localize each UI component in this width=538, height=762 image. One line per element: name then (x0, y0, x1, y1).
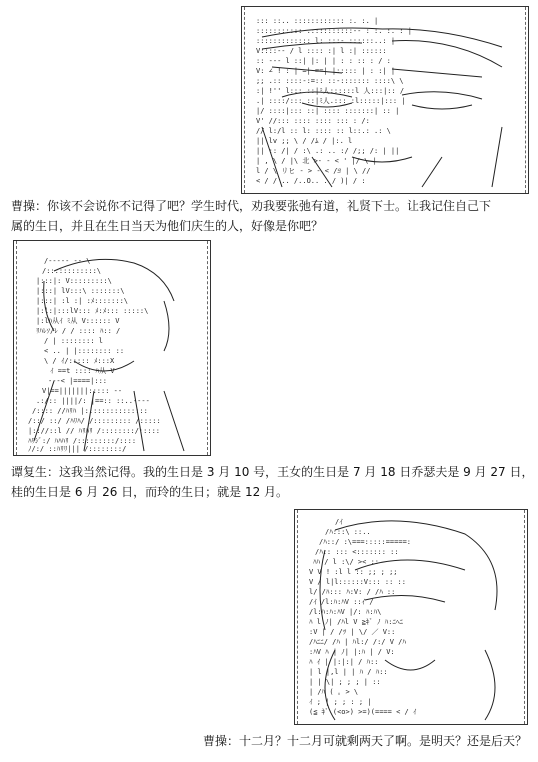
svg-text:< / / .. /..O.. . / )|: < / / .. /..O.. . / )| / : (256, 177, 366, 185)
svg-text:| , \ / |\ 北 >- - < ' |: | , \ / |\ 北 >- - < ' |/ \ | (256, 157, 377, 165)
svg-text:ﾉ/:/ ::ﾊﾘﾘ||| /::::::::/: ﾉ/:/ ::ﾊﾘﾘ||| /::::::::/ (28, 445, 127, 453)
ascii-art-figure-hooded (295, 510, 527, 724)
svg-text:V / l|l::::::V::: :: ::: V / l|l::::::V::: :: :: (309, 578, 406, 586)
svg-text:V::::-- / l :::: :| l :|: V::::-- / l :::: :| l :| :::::: (256, 47, 387, 55)
svg-text:V: ∠ ! : | =| ==| |:::::: V: ∠ ! : | =| ==| |::::: | : :| | (256, 67, 396, 75)
svg-text:ﾊ l ﾉ| /ﾊl V ≧ｷﾞ ﾉ ﾊ:ﾆﾍﾆ: ﾊ l ﾉ| /ﾊl V ≧ｷﾞ ﾉ ﾊ:ﾆﾍﾆ (309, 618, 404, 626)
svg-text:|:lﾊ从ｲ ﾐ从 V:::::: V: |:lﾊ从ｲ ﾐ从 V:::::: V (36, 317, 120, 325)
aa-caption: (≦ ｷﾞ (<o>) >=)(==== < / ｲ (309, 708, 417, 716)
dialogue-line: 谭复生：这我当然记得。我的生日是 3 月 10 号，王女的生日是 7 月 18 日乔瑟夫是 9 月 27 日， (11, 465, 534, 479)
svg-text:l / \ リヒ - > - < /ﾖ: l / \ リヒ - > - < /ﾖ | \ // (256, 167, 371, 175)
svg-text:/ｲ /l:ﾊ:ﾊV ::ｲ /: /ｲ /l:ﾊ:ﾊV ::ｲ / (309, 598, 374, 606)
aa-panel-2 (13, 240, 211, 456)
svg-text:ﾊﾊ / l :\/ >< ::: ﾊﾊ / l :\/ >< :: (313, 558, 380, 566)
svg-text:|/ ::::|::: ::| :::: ::::::: |/ ::::|::: ::| :::: :::::::| :: | (256, 107, 400, 115)
svg-text:ｲ ; | ; ; : ; |: ｲ ; | ; ; : ; | (309, 698, 372, 706)
svg-text:|:l:|:::lV::: ﾒ:ﾒ::: :::::\: |:l:|:::lV::: ﾒ:ﾒ::: :::::\ (36, 307, 149, 315)
svg-text:V V ! :l l :: ;; ; ;;: V V ! :l l :: ;; ; ;; (309, 568, 398, 576)
svg-text:/ﾊ:::\ ::..: /ﾊ:::\ ::.. (325, 528, 371, 536)
svg-text:V' //::: :::: :::: :::: V' //::: :::: :::: ::: : /: (256, 117, 370, 125)
svg-text:ﾊﾘｼﾞ:/ ﾊﾊﾊﾘ /:::::::::/::::: ﾊﾘｼﾞ:/ ﾊﾊﾊﾘ /:::::::::/:::: (28, 437, 137, 445)
svg-text:/::/ ::/ /ﾊﾘﾊ/ /::::::::: /::: /::/ ::/ /ﾊﾘﾊ/ /::::::::: /::::: (28, 417, 161, 425)
svg-text::| !'' l::: ::|ﾐ人::::::l 人::: :| !'' l::: ::|ﾐ人::::::l 人:::|:: / (256, 87, 405, 95)
svg-text::V | / /ﾂ | \/ ／ V::: :V | / /ﾂ | \/ ／ V:: (309, 628, 396, 636)
svg-text:\ / ｲ/::::: ﾒ:::X: \ / ｲ/::::: ﾒ:::X (44, 357, 115, 365)
svg-text:/:::: //ﾊﾘﾊ |:::::::::::::::: /:::: //ﾊﾘﾊ |::::::::::::::: (32, 407, 148, 415)
svg-text:|:::|: V:::::::::\: |:::|: V:::::::::\ (36, 277, 112, 285)
dialogue-line: 桂的生日是 6 月 26 日，而玲的生日；就是 12 月。 (11, 485, 289, 499)
svg-text:::::::::::::: l: :::- ::::: ::::::::::::: l: :::- ::::::..: | (256, 37, 396, 45)
ascii-art-figure-profile (14, 241, 210, 455)
svg-text:|:::| :l :| :ﾒ:::::::\: |:::| :l :| :ﾒ:::::::\ (36, 297, 129, 305)
svg-text:/l:ﾊ:ﾊ:ﾊV |/: ﾊ:ﾊ\: /l:ﾊ:ﾊ:ﾊV |/: ﾊ:ﾊ\ (309, 608, 382, 616)
svg-text::ﾊV ﾊ | ﾉ| |:ﾊ | / V:: :ﾊV ﾊ | ﾉ| |:ﾊ | / V: (309, 648, 395, 656)
svg-text:/ﾊ:: ::: <::::::: ::: /ﾊ:: ::: <::::::: :: (315, 548, 399, 556)
svg-text:.:/:: ||||/: |==:: ::..----: .:/:: ||||/: |==:: ::..---- (36, 397, 150, 405)
dialogue-line: 曹操：十二月？十二月可就剩两天了啊。是明天？还是后天？ (202, 734, 527, 748)
dialogue-caocao-2 (203, 731, 527, 751)
svg-text:ﾘﾊﾚｿ/ﾚ / / :::: ﾊ:: /: ﾘﾊﾚｿ/ﾚ / / :::: ﾊ:: / (36, 327, 121, 335)
dialogue-line: 属的生日，并且在生日当天为他们庆生的人，好像是你吧？ (11, 219, 324, 233)
svg-text:// l:/l :: l: :::: ::: // l:/l :: l: :::: :: l::.: .: \ (256, 127, 391, 135)
svg-text:.| ::::/::: ::|ﾐ人.::: :l::::: .| ::::/::: ::|ﾐ人.::: :l:::::|::: | (256, 97, 406, 105)
svg-text:V|==|||||||::::: --: V|==|||||||::::: -- (42, 387, 123, 395)
svg-text:/ﾊﾆﾆ/ /ﾊ | ﾊl:/ /:/ V /ﾊ: /ﾊﾆﾆ/ /ﾊ | ﾊl:/ /:/ V /ﾊ (309, 638, 406, 646)
aa-panel-3 (294, 509, 528, 725)
dialogue-tanfusheng (11, 462, 534, 502)
svg-text:ﾊ ｲ | |:|:| / ﾊ::: ﾊ ｲ | |:|:| / ﾊ:: (309, 658, 379, 666)
ascii-art-face-closeup (242, 7, 528, 193)
svg-text:| /ﾊ ( ｡ > \: | /ﾊ ( ｡ > \ (309, 688, 359, 696)
svg-text:l/ /ﾊ::: ﾊ:V: / /ﾊ ::: l/ /ﾊ::: ﾊ:V: / /ﾊ :: (309, 588, 396, 596)
dialogue-caocao-1 (11, 196, 491, 236)
svg-text:ｲ ==t :::: ﾊ从 V: ｲ ==t :::: ﾊ从 V (50, 367, 115, 375)
svg-text:::::::::::: .::::::::::-- : :.: ::::::::::: .::::::::::-- : :. :. : | (256, 27, 412, 35)
aa-panel-1 (241, 6, 529, 194)
svg-text:---< |====|:::: ---< |====|::: (48, 377, 108, 385)
svg-text:| | \| ; ; ; | ::: | | \| ; ; ; | :: (309, 678, 381, 686)
svg-text:/ｲ: /ｲ (335, 518, 343, 526)
svg-text:/----- -- \: /----- -- \ (44, 257, 91, 265)
svg-text:|| :: /| / :\ .: .. :/: || :: /| / :\ .: .. :/ /;; /: | || (256, 147, 400, 155)
svg-text:| l |,l | | ﾊ / ﾊ::: | l |,l | | ﾊ / ﾊ:: (309, 668, 388, 676)
svg-text:;; .:: ::::-:=:: ::-::::::: :: ;; .:: ::::-:=:: ::-::::::: ::::\ \ (256, 77, 404, 85)
dialogue-line: 曹操：你该不会说你不记得了吧？学生时代，劝我要张弛有道，礼贤下士。让我记住自己下 (11, 199, 492, 213)
svg-text:::: ::.. :::::::::::: :.: ::: ::.. :::::::::::: :. :. | (256, 17, 379, 25)
svg-text:|:://::l // ﾊﾘﾊﾘ /::::::::/::: |:://::l // ﾊﾘﾊﾘ /::::::::/::::: (28, 427, 161, 435)
svg-text:/ﾊ::/ :\===:::::=====:: /ﾊ::/ :\===:::::=====: (319, 538, 412, 546)
svg-text:< .. | |:::::::: ::: < .. | |:::::::: :: (44, 347, 125, 355)
svg-text:|:::| lV:::\ :::::::\: |:::| lV:::\ :::::::\ (36, 287, 125, 295)
svg-text:/ | :::::::: l: / | :::::::: l (44, 337, 104, 345)
svg-text::: --- l ::| |: | | : :: :: --- l ::| |: | | : : :: : / : (256, 57, 391, 65)
svg-text:|| lv ;; \ / /ﾑ /: || lv ;; \ / /ﾑ / |:. l (256, 137, 353, 145)
svg-text:/::::::::::::\: /::::::::::::\ (42, 267, 102, 275)
